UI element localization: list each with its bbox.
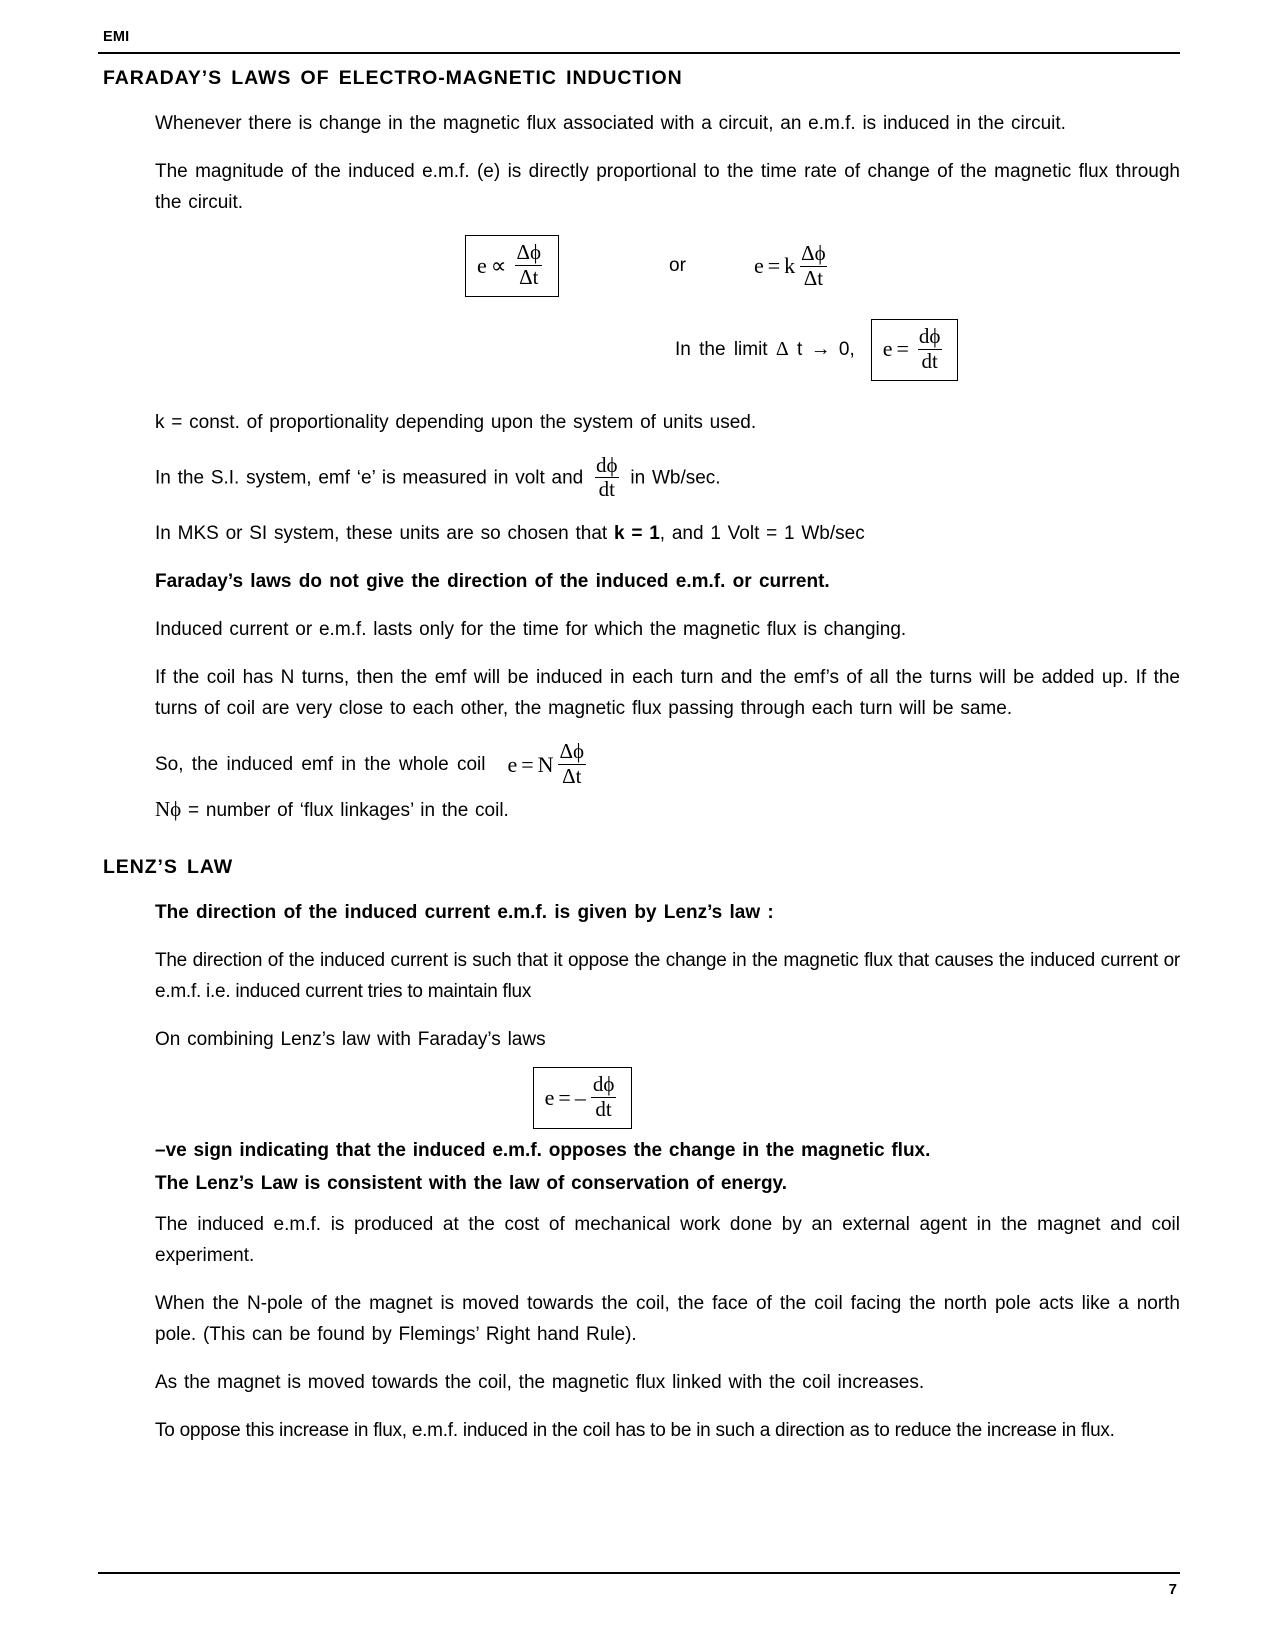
formula-k-lhs: e bbox=[753, 253, 764, 279]
formula-derivative-fraction bbox=[915, 323, 945, 373]
lenz-body bbox=[155, 897, 1180, 1446]
page-footer bbox=[98, 1572, 1180, 1598]
whole-coil-text: So, the induced emf in the whole coil bbox=[155, 754, 486, 776]
formula-proportional-operator: ∝ bbox=[490, 252, 507, 278]
paragraph-no-direction: Faraday’s laws do not give the direction of the induced e.m.f. or current. bbox=[155, 571, 830, 593]
formula-proportional-denominator: Δt bbox=[515, 265, 542, 289]
formula-box-derivative bbox=[871, 319, 959, 381]
mks-bold-value: k = 1 bbox=[614, 523, 660, 545]
formula-box-proportional bbox=[465, 235, 559, 297]
formula-coil-coefficient: N bbox=[537, 752, 554, 778]
paragraph-mks-units bbox=[155, 518, 1180, 549]
paragraph-magnitude: The magnitude of the induced e.m.f. (e) is directly proportional to the time rate of change of the magnetic flux through the circuit. bbox=[155, 161, 1180, 214]
si-fraction-denominator: dt bbox=[595, 477, 619, 501]
formula-box-lenz bbox=[533, 1067, 633, 1129]
limit-target-value: 0, bbox=[838, 339, 855, 361]
formula-proportional-lhs: e bbox=[477, 252, 487, 278]
formula-coil-denominator: Δt bbox=[558, 764, 585, 788]
mks-suffix: , and 1 Volt = 1 Wb/sec bbox=[659, 523, 865, 545]
paragraph-lenz-direction-bold: The direction of the induced current e.m.f. is given by Lenz’s law : bbox=[155, 902, 774, 924]
formula-derivative-numerator: dϕ bbox=[918, 323, 941, 348]
formula-whole-coil bbox=[507, 741, 590, 788]
paragraph-negative-sign-note: –ve sign indicating that the induced e.m.f. opposes the change in the magnetic flux. bbox=[155, 1140, 931, 1161]
formula-derivative-lhs: e bbox=[882, 336, 893, 362]
formula-derivative-denominator: dt bbox=[918, 349, 942, 373]
paragraph-mechanical-work: The induced e.m.f. is produced at the cost of mechanical work done by an external agent in the magnet and coil experiment. bbox=[155, 1214, 1180, 1266]
formula-proportional bbox=[477, 242, 547, 289]
si-line-prefix: In the S.I. system, emf ‘e’ is measured in volt and bbox=[155, 466, 584, 488]
formula-lenz-emf bbox=[545, 1074, 621, 1121]
limit-statement bbox=[675, 338, 855, 361]
paragraph-whole-coil bbox=[155, 741, 1180, 788]
faraday-body bbox=[155, 108, 1180, 826]
formula-k-operator: = bbox=[767, 253, 781, 279]
page-number: 7 bbox=[1168, 1581, 1177, 1598]
running-head: EMI bbox=[103, 29, 130, 45]
formula-coil-operator: = bbox=[521, 752, 534, 778]
formula-lenz-lhs: e bbox=[544, 1084, 555, 1110]
paragraph-combining-laws: On combining Lenz’s law with Faraday’s laws bbox=[155, 1029, 546, 1051]
footer-rule bbox=[98, 1572, 1180, 1574]
paragraph-flux-increases: As the magnet is moved towards the coil, the magnetic flux linked with the coil increases. bbox=[155, 1372, 925, 1393]
formula-k-denominator: Δt bbox=[800, 266, 827, 290]
formula-row-lenz bbox=[155, 1067, 1180, 1129]
paragraph-oppose-increase: To oppose this increase in flux, e.m.f. induced in the coil has to be in such a direction as to reduce the increase in flux. bbox=[155, 1420, 1115, 1441]
formula-derivative-operator: = bbox=[896, 336, 909, 362]
flux-linkage-symbol: Nϕ bbox=[155, 796, 182, 821]
formula-coil-lhs: e bbox=[507, 752, 518, 778]
paragraph-north-pole: When the N-pole of the magnet is moved towards the coil, the face of the coil facing the north pole acts like a north pole. (This can be found by Flemings’ Right hand Rule). bbox=[155, 1293, 1180, 1345]
formula-row-limit bbox=[155, 319, 1180, 381]
formula-coil-fraction bbox=[556, 741, 589, 788]
formula-lenz-numerator: dϕ bbox=[592, 1072, 615, 1097]
section-heading-lenz: LENZ’S LAW bbox=[103, 855, 234, 878]
mks-prefix: In MKS or SI system, these units are so chosen that bbox=[155, 523, 608, 545]
formula-k-numerator: Δϕ bbox=[801, 240, 826, 265]
si-fraction-body bbox=[592, 452, 622, 502]
si-fraction bbox=[590, 452, 624, 502]
formula-with-constant-k bbox=[753, 240, 832, 290]
formula-lenz-minus-sign: – bbox=[574, 1084, 586, 1110]
formula-proportional-numerator: Δϕ bbox=[516, 240, 542, 265]
section-heading-faraday: FARADAY’S LAWS OF ELECTRO-MAGNETIC INDUCTION bbox=[103, 66, 683, 89]
limit-delta-symbol: Δ bbox=[775, 338, 789, 361]
formula-or-connector: or bbox=[669, 255, 686, 277]
si-fraction-numerator: dϕ bbox=[596, 452, 618, 477]
si-line-suffix: in Wb/sec. bbox=[630, 466, 721, 488]
paragraph-conservation-note: The Lenz’s Law is consistent with the law of conservation of energy. bbox=[155, 1173, 787, 1194]
limit-text-lead: In the limit bbox=[675, 339, 768, 361]
formula-lenz-operator: = bbox=[558, 1084, 571, 1110]
paragraph-si-system bbox=[155, 452, 1180, 502]
paragraph-flux-linkages bbox=[155, 794, 1180, 826]
paragraph-induced-lasts: Induced current or e.m.f. lasts only for the time for which the magnetic flux is changing. bbox=[155, 619, 907, 641]
paragraph-n-turns: If the coil has N turns, then the emf will be induced in each turn and the emf’s of all the turns will be added up. If the turns of coil are very close to each other, the magnetic flux passing through each turn will be same. bbox=[155, 667, 1180, 720]
formula-k-coefficient: k bbox=[784, 253, 796, 279]
paragraph-k-definition: k = const. of proportionality depending upon the system of units used. bbox=[155, 411, 757, 433]
paragraph-whenever: Whenever there is change in the magnetic flux associated with a circuit, an e.m.f. is induced in the circuit. bbox=[155, 113, 1066, 135]
flux-linkage-text: = number of ‘flux linkages’ in the coil. bbox=[181, 799, 509, 821]
formula-coil-numerator: Δϕ bbox=[559, 739, 585, 764]
limit-variable: t bbox=[797, 339, 803, 361]
limit-arrow-icon: → bbox=[810, 338, 831, 361]
formula-lenz-fraction bbox=[589, 1074, 619, 1121]
paragraph-lenz-explanation: The direction of the induced current is such that it oppose the change in the magnetic flux that causes the induced current or e.m.f. i.e. induced current tries to maintain flux bbox=[155, 950, 1180, 1003]
formula-proportional-fraction bbox=[512, 242, 545, 289]
formula-lenz-denominator: dt bbox=[591, 1097, 615, 1121]
header-rule bbox=[98, 52, 1180, 54]
formula-derivative bbox=[882, 323, 947, 373]
formula-row-proportionality bbox=[155, 235, 1180, 297]
formula-k-fraction bbox=[797, 240, 830, 290]
